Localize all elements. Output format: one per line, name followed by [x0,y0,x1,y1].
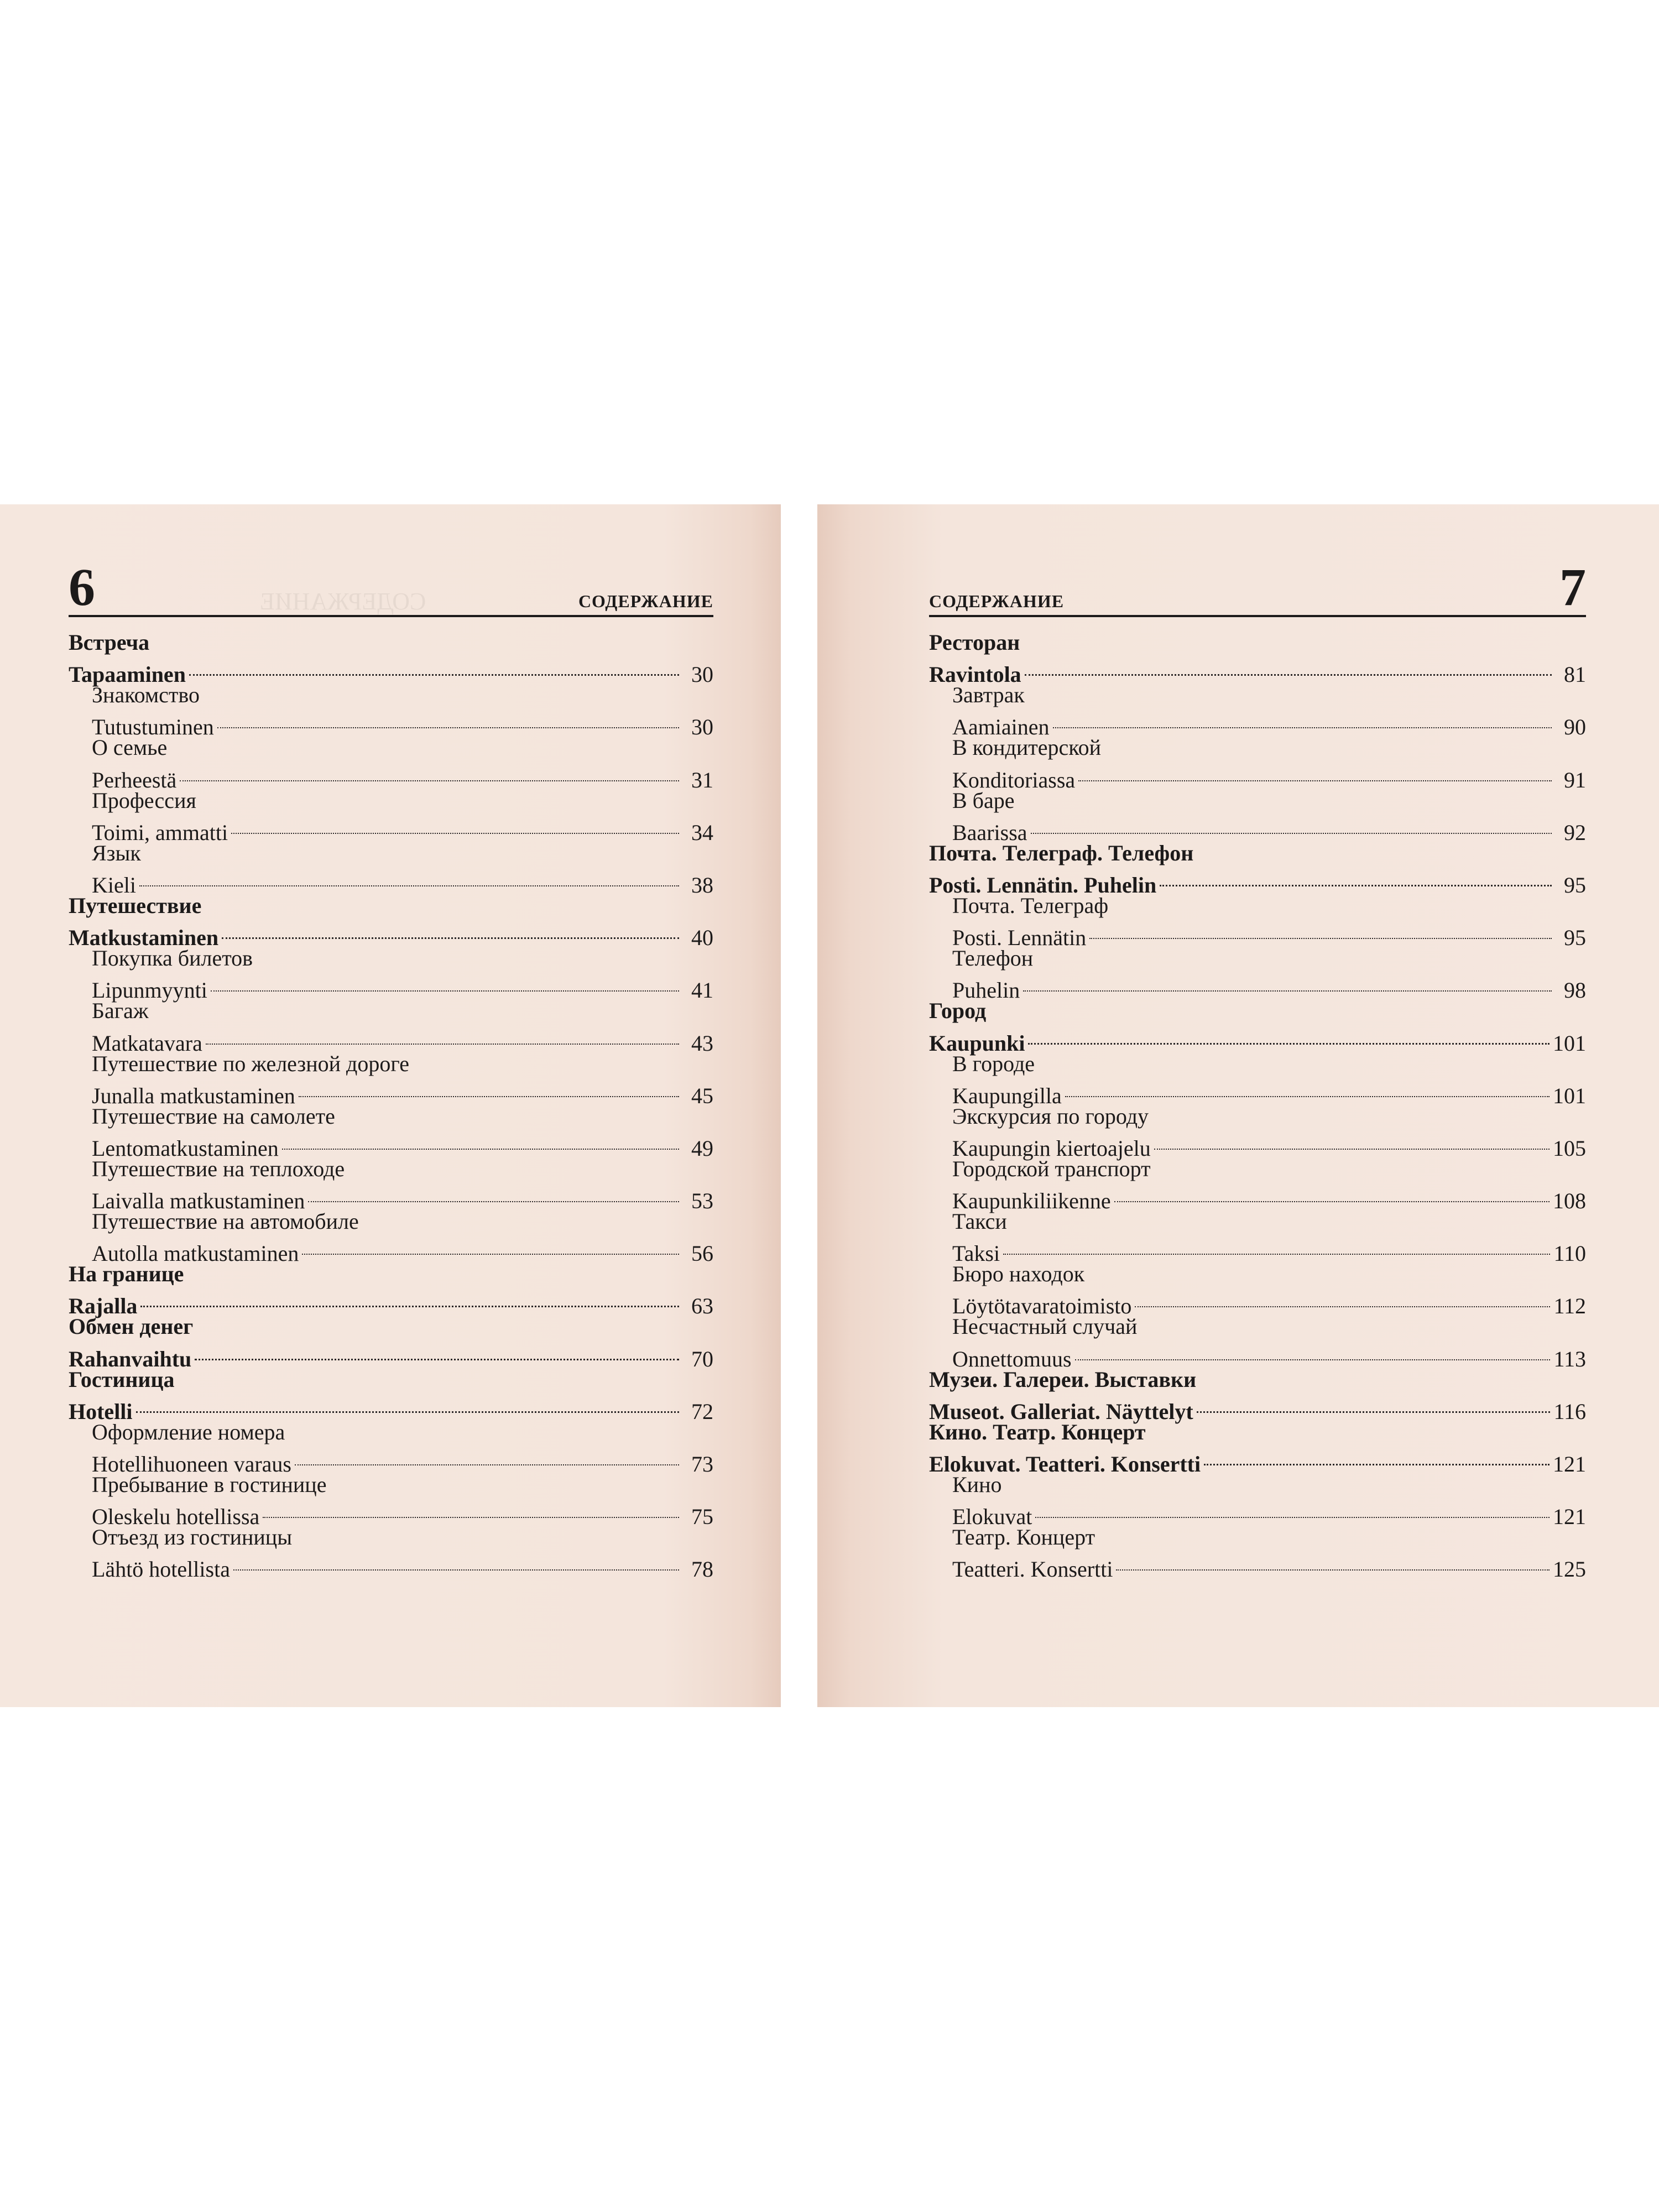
toc-section-entry [69,1366,713,1393]
table-of-contents-left [69,629,713,1582]
toc-entry-label: Знакомство [92,682,200,708]
toc-entry-label: Kaupunkiliikenne [952,1188,1111,1214]
toc-entry-label: Taksi [952,1241,1000,1266]
toc-page-number: 92 [1564,820,1586,845]
toc-section-entry [69,1313,713,1340]
toc-entry-label: Кино [952,1472,1002,1497]
dot-leader [136,1392,679,1419]
toc-page-number: 30 [691,714,713,740]
toc-entry-label: Tapaaminen [69,662,186,687]
dot-leader [222,919,679,946]
dot-leader [1035,1498,1550,1525]
running-head: СОДЕРЖАНИЕ [578,591,713,611]
toc-subsection-entry [69,1103,713,1130]
left-page-header [69,557,713,617]
toc-entry-label: На границе [69,1261,184,1287]
toc-entry-label: Оформление номера [92,1419,285,1444]
toc-entry-label: Музеи. Галереи. Выставки [929,1366,1197,1392]
toc-entry-label: Puhelin [952,978,1020,1003]
toc-section-entry [69,1287,713,1319]
toc-entry-label: В городе [952,1051,1035,1076]
page-gutter [781,504,817,1707]
toc-entry-label: Perheestä [92,767,177,792]
dot-leader [231,813,679,840]
toc-subsection-entry [69,1551,713,1582]
toc-page-number: 98 [1564,978,1586,1003]
dot-leader [1023,972,1552,998]
dot-leader [1078,761,1552,787]
dot-leader [299,1077,679,1103]
toc-page-number: 116 [1553,1399,1586,1424]
toc-entry-label: В кондитерской [952,735,1102,760]
toc-section-entry [929,656,1586,687]
toc-page-number: 95 [1564,872,1586,898]
toc-page-number: 101 [1553,1030,1586,1056]
dot-leader [139,866,679,893]
toc-subsection-entry [69,972,713,1003]
toc-entry-label: Несчастный случай [952,1314,1138,1339]
toc-entry-label: Бюро находок [952,1261,1085,1287]
toc-subsection-entry [929,919,1586,951]
toc-subsection-entry [69,1024,713,1056]
dot-leader [1003,1235,1550,1261]
toc-subsection-entry [69,708,713,740]
dot-leader [140,1287,679,1314]
toc-subsection-entry [929,813,1586,845]
toc-section-entry [929,1445,1586,1477]
toc-entry-label: В баре [952,787,1015,813]
toc-subsection-entry [69,734,713,761]
toc-subsection-entry [69,1524,713,1551]
toc-subsection-entry [69,1445,713,1477]
dot-leader [282,1129,679,1156]
toc-page-number: 90 [1564,714,1586,740]
toc-subsection-entry [929,1340,1586,1371]
toc-entry-label: Matkustaminen [69,925,219,951]
toc-entry-label: Baarissa [952,820,1027,845]
toc-subsection-entry [929,708,1586,740]
toc-page-number: 112 [1553,1293,1586,1319]
toc-subsection-entry [929,1156,1586,1182]
toc-entry-label: Lipunmyynti [92,978,207,1003]
toc-section-entry [69,893,713,919]
toc-subsection-entry [69,787,713,814]
toc-entry-label: Встреча [69,630,150,655]
toc-entry-label: Posti. Lennätin [952,925,1087,951]
toc-page-number: 95 [1564,925,1586,951]
toc-section-entry [929,1392,1586,1424]
toc-subsection-entry [929,1551,1586,1582]
toc-entry-label: Город [929,998,987,1024]
left-page [0,504,781,1707]
toc-page-number: 56 [691,1241,713,1266]
toc-entry-label: Kaupunki [929,1030,1025,1056]
toc-entry-label: Kaupungilla [952,1083,1062,1108]
toc-page-number: 49 [691,1135,713,1161]
toc-entry-label: Onnettomuus [952,1346,1072,1371]
dot-leader [1053,708,1552,735]
toc-entry-label: Обмен денег [69,1314,194,1339]
toc-entry-label: Rahanvaihtu [69,1346,192,1371]
toc-subsection-entry [69,1498,713,1530]
toc-page-number: 70 [691,1346,713,1371]
show-through-text: СОДЕРЖАНИЕ [260,588,426,615]
toc-page-number: 125 [1553,1557,1586,1582]
dot-leader [195,1340,679,1366]
toc-subsection-entry [929,761,1586,792]
toc-entry-label: Laivalla matkustaminen [92,1188,305,1214]
toc-subsection-entry [929,893,1586,919]
toc-section-entry [929,1419,1586,1446]
toc-entry-label: Профессия [92,787,196,813]
toc-subsection-entry [929,1129,1586,1161]
toc-subsection-entry [929,972,1586,1003]
toc-page-number: 43 [691,1030,713,1056]
toc-page-number: 78 [691,1557,713,1582]
toc-entry-label: Autolla matkustaminen [92,1241,299,1266]
toc-subsection-entry [69,1077,713,1108]
toc-page-number: 101 [1553,1083,1586,1108]
toc-page-number: 45 [691,1083,713,1108]
toc-entry-label: Matkatavara [92,1030,202,1056]
toc-page-number: 34 [691,820,713,845]
toc-entry-label: Путешествие на теплоходе [92,1156,345,1181]
toc-page-number: 91 [1564,767,1586,792]
toc-entry-label: Ресторан [929,630,1020,655]
toc-subsection-entry [929,1313,1586,1340]
dot-leader [1025,656,1552,682]
toc-subsection-entry [69,1208,713,1235]
toc-page-number: 38 [691,872,713,898]
toc-section-entry [69,656,713,687]
toc-subsection-entry [69,945,713,972]
toc-entry-label: Tutustuminen [92,714,214,740]
toc-subsection-entry [929,1103,1586,1130]
toc-section-entry [929,1024,1586,1056]
toc-subsection-entry [69,682,713,708]
dot-leader [1160,866,1552,893]
dot-leader [308,1182,679,1208]
dot-leader [1154,1129,1550,1156]
toc-entry-label: Kaupungin kiertoajelu [952,1135,1151,1161]
toc-entry-label: Aamiainen [952,714,1050,740]
toc-entry-label: Ravintola [929,662,1021,687]
toc-page-number: 72 [691,1399,713,1424]
toc-entry-label: Posti. Lennätin. Puhelin [929,872,1157,898]
toc-entry-label: Путешествие на автомобиле [92,1209,359,1234]
toc-subsection-entry [929,1261,1586,1287]
dot-leader [1116,1551,1550,1577]
toc-entry-label: Пребывание в гостинице [92,1472,327,1497]
dot-leader [1028,1024,1550,1051]
dot-leader [180,761,679,787]
dot-leader [189,656,679,682]
toc-section-entry [929,840,1586,867]
toc-entry-label: Hotellihuoneen varaus [92,1452,291,1477]
table-of-contents-right [929,629,1586,1582]
toc-subsection-entry [69,761,713,792]
page-number: 6 [69,557,95,617]
running-head: СОДЕРЖАНИЕ [929,591,1065,611]
toc-subsection-entry [929,1235,1586,1266]
toc-entry-label: Kieli [92,872,136,898]
toc-entry-label: Toimi, ammatti [92,820,228,845]
toc-subsection-entry [929,1287,1586,1319]
toc-page-number: 110 [1553,1241,1586,1266]
page-number: 7 [1559,557,1586,617]
toc-page-number: 105 [1553,1135,1586,1161]
toc-page-number: 121 [1553,1452,1586,1477]
dot-leader [263,1498,679,1525]
toc-entry-label: Lentomatkustaminen [92,1135,279,1161]
toc-entry-label: Hotelli [69,1399,133,1424]
toc-subsection-entry [69,866,713,898]
toc-subsection-entry [929,682,1586,708]
dot-leader [302,1235,679,1261]
toc-subsection-entry [69,1235,713,1266]
dot-leader [1089,919,1552,946]
toc-page-number: 108 [1553,1188,1586,1214]
toc-entry-label: Elokuvat [952,1504,1032,1530]
dot-leader [206,1024,679,1051]
toc-subsection-entry [929,734,1586,761]
toc-page-number: 41 [691,978,713,1003]
toc-entry-label: Отъезд из гостиницы [92,1525,293,1550]
right-page-header [929,557,1586,617]
toc-entry-label: Teatteri. Konsertti [952,1557,1113,1582]
toc-entry-label: Язык [92,840,141,865]
toc-page-number: 81 [1564,662,1586,687]
toc-section-entry [69,629,713,656]
dot-leader [1114,1182,1550,1208]
book-spread [0,504,1659,1707]
toc-subsection-entry [69,1419,713,1446]
dot-leader [295,1445,679,1472]
toc-entry-label: Такси [952,1209,1007,1234]
toc-page-number: 63 [691,1293,713,1319]
toc-entry-label: Гостиница [69,1366,175,1392]
toc-subsection-entry [929,1051,1586,1077]
toc-entry-label: Почта. Телеграф [952,893,1109,918]
toc-entry-label: Городской транспорт [952,1156,1151,1181]
toc-subsection-entry [929,1524,1586,1551]
toc-entry-label: Museot. Galleriat. Näyttelyt [929,1399,1193,1424]
toc-page-number: 113 [1553,1346,1586,1371]
toc-entry-label: Почта. Телеграф. Телефон [929,840,1194,865]
dot-leader [1197,1392,1551,1419]
toc-entry-label: Завтрак [952,682,1025,708]
toc-page-number: 31 [691,767,713,792]
toc-section-entry [929,998,1586,1024]
dot-leader [211,972,679,998]
toc-section-entry [929,866,1586,898]
dot-leader [1065,1077,1550,1103]
toc-section-entry [929,629,1586,656]
toc-entry-label: Путешествие по железной дороге [92,1051,410,1076]
toc-subsection-entry [69,1129,713,1161]
toc-page-number: 40 [691,925,713,951]
toc-entry-label: Junalla matkustaminen [92,1083,295,1108]
toc-section-entry [69,1392,713,1424]
toc-entry-label: Кино. Театр. Концерт [929,1419,1146,1444]
toc-subsection-entry [929,945,1586,972]
toc-entry-label: О семье [92,735,168,760]
toc-subsection-entry [69,813,713,845]
toc-entry-label: Путешествие на самолете [92,1103,335,1129]
toc-entry-label: Konditoriassa [952,767,1076,792]
toc-section-entry [929,1366,1586,1393]
dot-leader [1031,813,1552,840]
toc-section-entry [69,919,713,951]
toc-page-number: 121 [1553,1504,1586,1530]
toc-subsection-entry [929,1182,1586,1214]
toc-subsection-entry [69,1051,713,1077]
dot-leader [217,708,679,735]
toc-entry-label: Телефон [952,946,1034,971]
toc-entry-label: Oleskelu hotellissa [92,1504,260,1530]
toc-subsection-entry [69,1472,713,1498]
toc-page-number: 30 [691,662,713,687]
toc-subsection-entry [69,1182,713,1214]
dot-leader [1075,1340,1551,1366]
toc-page-number: 75 [691,1504,713,1530]
toc-entry-label: Экскурсия по городу [952,1103,1149,1129]
toc-section-entry [69,1340,713,1371]
dot-leader [1204,1445,1550,1472]
toc-section-entry [69,1261,713,1287]
toc-entry-label: Багаж [92,998,149,1024]
toc-entry-label: Elokuvat. Teatteri. Konsertti [929,1452,1201,1477]
toc-entry-label: Путешествие [69,893,202,918]
toc-entry-label: Театр. Концерт [952,1525,1095,1550]
toc-subsection-entry [69,1156,713,1182]
dot-leader [1135,1287,1550,1314]
toc-page-number: 73 [691,1452,713,1477]
right-page [817,504,1659,1707]
toc-page-number: 53 [691,1188,713,1214]
toc-entry-label: Löytötavaratoimisto [952,1293,1132,1319]
toc-entry-label: Lähtö hotellista [92,1557,230,1582]
toc-entry-label: Rajalla [69,1293,138,1319]
dot-leader [233,1551,679,1577]
toc-subsection-entry [929,1498,1586,1530]
toc-subsection-entry [929,1077,1586,1108]
toc-entry-label: Покупка билетов [92,946,253,971]
